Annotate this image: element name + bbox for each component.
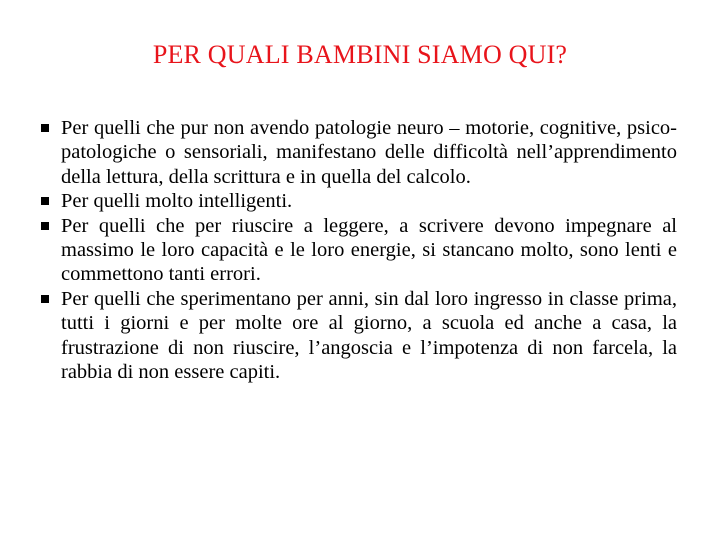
- bullet-item: [41, 287, 677, 385]
- bullet-text: Per quelli che pur non avendo patologie neuro – motorie, cognitive, psico-patologiche o sensoriali, manifestano delle difficoltà nell’apprendimento della lettura, della scrittura e in quella del calcolo.: [61, 117, 677, 188]
- square-bullet-icon: [41, 295, 49, 303]
- bullet-text: Per quelli che per riuscire a leggere, a scrivere devono impegnare al massimo le loro capacità e le loro energie, si stancano molto, sono lenti e commettono tanti errori.: [61, 214, 677, 286]
- bullet-item: [41, 214, 677, 287]
- bullet-item: [41, 116, 677, 189]
- bullet-list: [41, 116, 677, 384]
- square-bullet-icon: [41, 222, 49, 230]
- square-bullet-icon: [41, 124, 49, 132]
- bullet-text: Per quelli che sperimentano per anni, sin dal loro ingresso in classe prima, tutti i giorni e per molte ore al giorno, a scuola ed anche a casa, la frustrazione di non riuscire, l’angoscia e l’impotenza di non farcela, la rabbia di non essere capiti.: [61, 287, 677, 384]
- slide-title: PER QUALI BAMBINI SIAMO QUI?: [152, 40, 568, 69]
- square-bullet-icon: [41, 197, 49, 205]
- bullet-item: [41, 189, 677, 213]
- bullet-text: Per quelli molto intelligenti.: [61, 190, 293, 213]
